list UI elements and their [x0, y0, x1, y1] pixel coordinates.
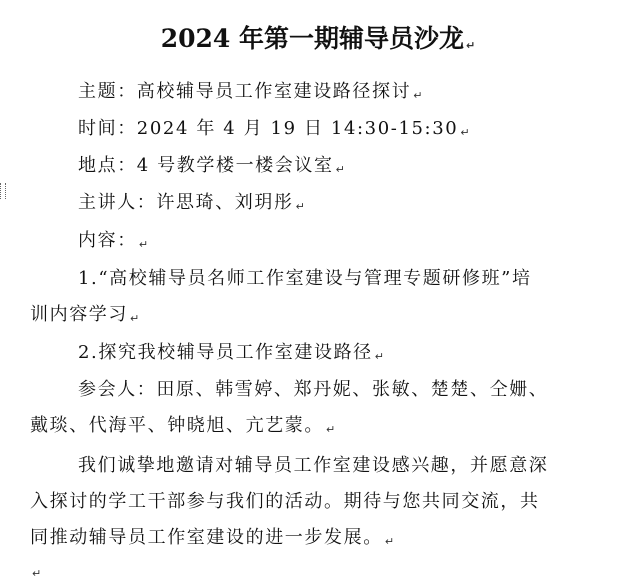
paragraph-mark-icon: ↵ — [295, 200, 305, 213]
place-text: 地点：4 号教学楼一楼会议室 — [78, 155, 334, 176]
paragraph-mark-icon: ↵ — [384, 535, 395, 548]
paragraph-mark-icon: ↵ — [32, 567, 42, 580]
document-title — [0, 22, 636, 63]
participants-line — [78, 378, 548, 402]
topic-text: 主题：高校辅导员工作室建设路径探讨 — [78, 81, 412, 102]
content-line — [78, 229, 148, 257]
participants-continuation — [30, 414, 335, 442]
topic-line — [78, 80, 422, 108]
invitation-text-part1: 我们诚挚地邀请对辅导员工作室建设感兴趣，并愿意深 — [78, 455, 549, 476]
empty-paragraph — [30, 558, 41, 586]
item1-continuation — [30, 303, 139, 331]
invitation-continuation-2 — [30, 526, 394, 554]
title-text: 2024 年第一期辅导员沙龙 — [160, 24, 465, 53]
time-text: 时间：2024 年 4 月 19 日 14:30-15:30 — [78, 118, 459, 139]
paragraph-mark-icon: ↵ — [138, 238, 149, 251]
paragraph-mark-icon: ↵ — [335, 163, 345, 176]
participants-text-part1: 参会人：田原、韩雪婷、郑丹妮、张敏、楚楚、仝姗、 — [78, 379, 549, 400]
item1-text-part2: 训内容学习 — [30, 304, 128, 325]
item1-line — [78, 267, 532, 291]
invitation-text-part3: 同推动辅导员工作室建设的进一步发展。 — [30, 527, 383, 548]
margin-marker — [0, 183, 6, 199]
place-line — [78, 154, 345, 182]
paragraph-mark-icon: ↵ — [326, 423, 336, 436]
invitation-line — [78, 454, 548, 478]
paragraph-mark-icon: ↵ — [460, 126, 470, 139]
speakers-text: 主讲人：许思琦、刘玥彤 — [78, 192, 294, 213]
paragraph-mark-icon: ↵ — [374, 350, 384, 363]
time-line — [78, 117, 470, 145]
paragraph-mark-icon: ↵ — [413, 89, 423, 102]
invitation-continuation-1 — [30, 490, 540, 514]
item2-line — [78, 341, 384, 369]
content-label: 内容： — [78, 230, 137, 251]
participants-text-part2: 戴琰、代海平、钟晓旭、亢艺蒙。 — [30, 415, 324, 436]
invitation-text-part2: 入探讨的学工干部参与我们的活动。期待与您共同交流，共 — [30, 491, 540, 512]
speakers-line — [78, 191, 305, 219]
item1-text-part1: 1.“高校辅导员名师工作室建设与管理专题研修班”培 — [78, 268, 532, 289]
paragraph-mark-icon: ↵ — [130, 312, 140, 325]
item2-text: 2.探究我校辅导员工作室建设路径 — [78, 342, 373, 363]
paragraph-mark-icon: ↵ — [466, 39, 476, 52]
